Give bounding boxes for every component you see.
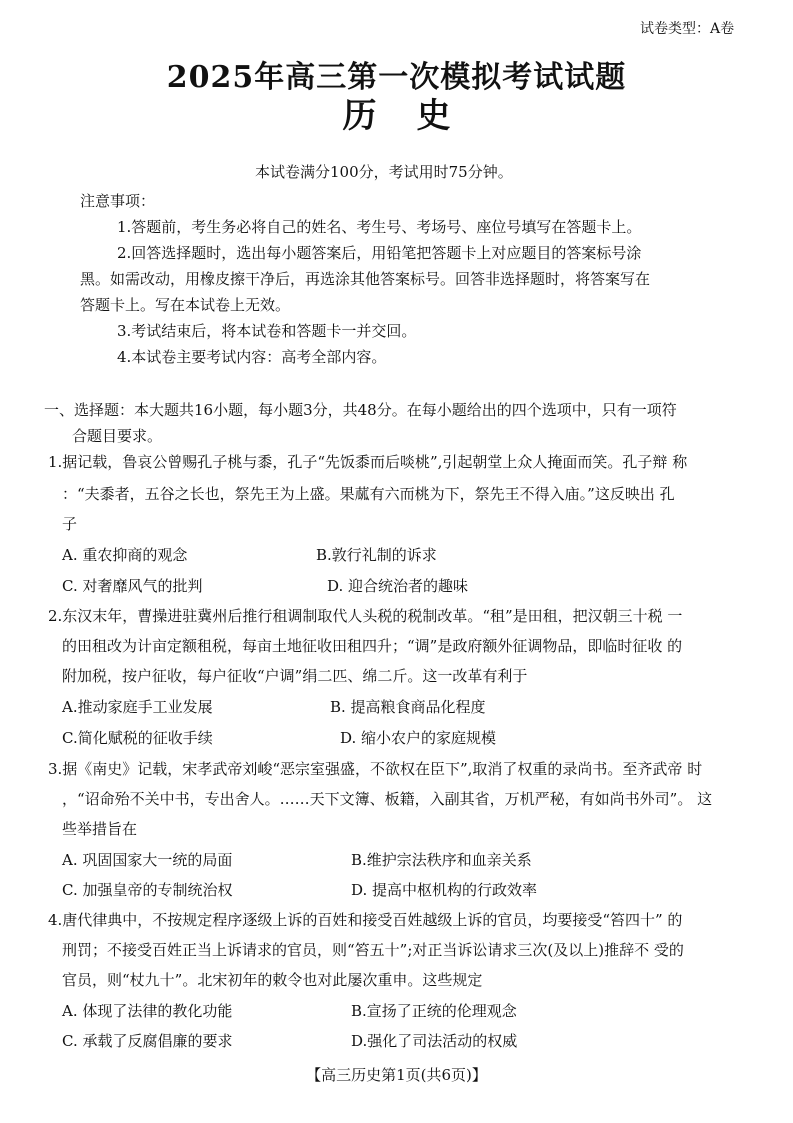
question-2-stem-line-3: 附加税，按户征收，每户征收“户调”绢二匹、绵二斤。这一改革有利于 [62, 667, 528, 685]
question-4-stem-line-3: 官员，则“杖九十”。北宋初年的敕令也对此屡次重申。这些规定 [62, 971, 483, 989]
question-3-stem-line-1: 3.据《南史》记载，宋孝武帝刘峻“恶宗室强盛，不欲权在臣下”,取消了权重的录尚书。至齐武帝 时 [48, 760, 703, 778]
section-1-instruction-line-1: 一、选择题：本大题共16小题，每小题3分，共48分。在每小题给出的四个选项中，只有一项符 [44, 401, 677, 419]
question-1-option-a: A. 重农抑商的观念 [62, 546, 188, 564]
question-3-stem-line-3: 些举措旨在 [62, 820, 138, 838]
notice-item-2-line-3: 答题卡上。写在本试卷上无效。 [80, 296, 291, 314]
notice-item-2-line-1: 2.回答选择题时，选出每小题答案后，用铅笔把答题卡上对应题目的答案标号涂 [117, 244, 642, 262]
question-2-option-d: D. 缩小农户的家庭规模 [340, 729, 497, 747]
question-4-stem-line-2: 刑罚；不接受百姓正当上诉请求的官员，则“笞五十”;对正当诉讼请求三次(及以上)推辞不 受的 [62, 941, 684, 959]
question-4-stem-line-1: 4.唐代律典中，不按规定程序逐级上诉的百姓和接受百姓越级上诉的官员，均要接受“笞四十” 的 [48, 911, 683, 929]
question-2-stem-line-2: 的田租改为计亩定额租税，每亩土地征收田租四升；“调”是政府额外征调物品，即临时征收 的 [62, 637, 683, 655]
question-2-option-c: C.简化赋税的征收手续 [62, 729, 213, 747]
question-3-option-d: D. 提高中枢机构的行政效率 [351, 881, 538, 899]
subject-title [0, 88, 793, 137]
section-1-instruction-line-2: 合题目要求。 [72, 427, 163, 445]
question-4-option-a: A. 体现了法律的教化功能 [62, 1002, 233, 1020]
question-1-option-b: B.敦行礼制的诉求 [316, 546, 437, 564]
question-3-stem-line-2: ，“诏命殆不关中书，专出舍人。……天下文簿、板籍，入副其省，万机严秘，有如尚书外司”。 这 [62, 790, 713, 808]
exam-title: 2025年高三第一次模拟考试试题 [166, 60, 627, 95]
paper-type-label: 试卷类型：A卷 [640, 21, 735, 37]
notice-heading: 注意事项： [80, 192, 156, 210]
question-2-option-b: B. 提高粮食商品化程度 [330, 698, 486, 716]
question-1-stem-line-3: 子 [62, 515, 78, 533]
subject-char-1: 历 [342, 96, 377, 136]
notice-item-2-line-2: 黑。如需改动，用橡皮擦干净后，再选涂其他答案标号。回答非选择题时，将答案写在 [80, 270, 651, 288]
question-2-option-a: A.推动家庭手工业发展 [62, 698, 213, 716]
notice-item-1: 1.答题前，考生务必将自己的姓名、考生号、考场号、座位号填写在答题卡上。 [117, 218, 642, 236]
intro-line: 本试卷满分100分，考试用时75分钟。 [255, 163, 513, 181]
question-3-option-c: C. 加强皇帝的专制统治权 [62, 881, 233, 899]
question-4-option-b: B.宣扬了正统的伦理观念 [351, 1002, 517, 1020]
notice-item-4: 4.本试卷主要考试内容：高考全部内容。 [117, 348, 387, 366]
question-4-option-d: D.强化了司法活动的权威 [351, 1032, 518, 1050]
question-1-option-c: C. 对奢靡风气的批判 [62, 577, 203, 595]
question-2-stem-line-1: 2.东汉末年，曹操进驻冀州后推行租调制取代人头税的税制改革。“租”是田租，把汉朝三十税 一 [48, 607, 683, 625]
question-1-option-d: D. 迎合统治者的趣味 [327, 577, 469, 595]
question-4-option-c: C. 承载了反腐倡廉的要求 [62, 1032, 233, 1050]
page-footer: 【高三历史第1页(共6页)】 [306, 1066, 487, 1084]
question-1-stem-line-2: ：“夫黍者，五谷之长也，祭先王为上盛。果蓏有六而桃为下，祭先王不得入庙。”这反映出 孔 [62, 485, 675, 503]
question-3-option-b: B.维护宗法秩序和血亲关系 [351, 851, 532, 869]
question-3-option-a: A. 巩固国家大一统的局面 [62, 851, 233, 869]
notice-item-3: 3.考试结束后，将本试卷和答题卡一并交回。 [117, 322, 417, 340]
subject-char-2: 史 [416, 96, 451, 136]
question-1-stem-line-1: 1.据记载，鲁哀公曾赐孔子桃与黍，孔子“先饭黍而后啖桃”,引起朝堂上众人掩面而笑。孔子辩 称 [48, 453, 688, 471]
